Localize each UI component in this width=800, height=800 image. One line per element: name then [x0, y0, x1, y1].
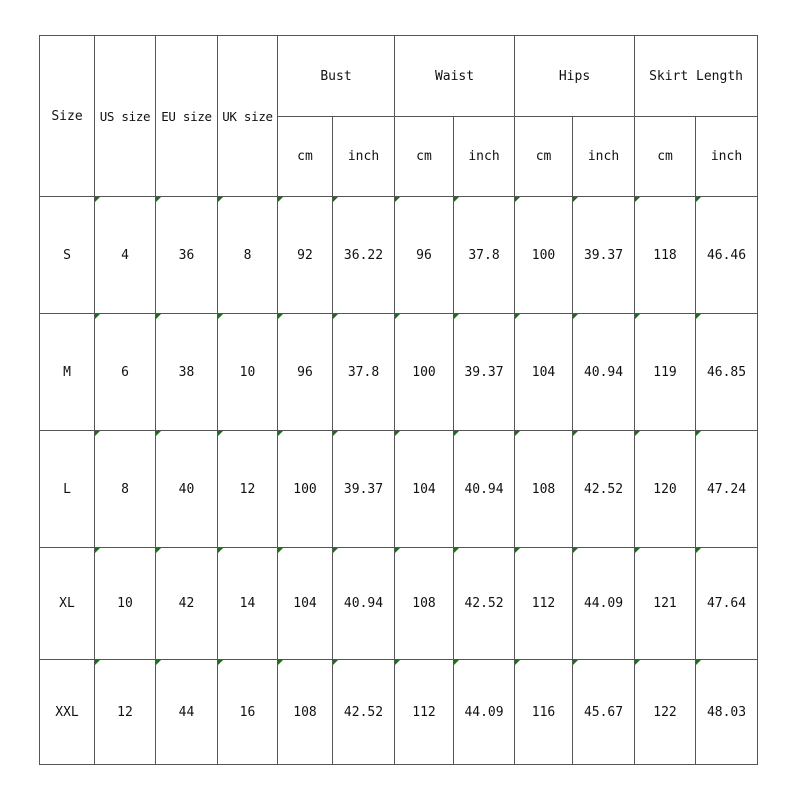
table-cell: 120 [635, 431, 696, 548]
table-cell: 47.24 [696, 431, 758, 548]
table-cell: 108 [278, 660, 333, 765]
table-cell: 42 [156, 548, 218, 660]
table-cell: 48.03 [696, 660, 758, 765]
table-cell: 44.09 [454, 660, 515, 765]
table-cell: 100 [395, 314, 454, 431]
size-cell: M [40, 314, 95, 431]
table-cell: 96 [278, 314, 333, 431]
table-row [40, 660, 758, 765]
size-chart-table [39, 35, 758, 765]
table-row [40, 314, 758, 431]
table-cell: 46.85 [696, 314, 758, 431]
table-cell: 14 [218, 548, 278, 660]
table-row [40, 197, 758, 314]
unit-header: inch [696, 117, 758, 197]
bust-header: Bust [278, 36, 395, 117]
table-cell: 100 [515, 197, 573, 314]
hips-header: Hips [515, 36, 635, 117]
size-header: Size [40, 36, 95, 197]
table-cell: 39.37 [333, 431, 395, 548]
table-row [40, 548, 758, 660]
unit-header: cm [515, 117, 573, 197]
table-cell: 37.8 [454, 197, 515, 314]
table-cell: 108 [395, 548, 454, 660]
table-cell: 108 [515, 431, 573, 548]
table-cell: 40.94 [573, 314, 635, 431]
table-cell: 10 [95, 548, 156, 660]
unit-header: cm [635, 117, 696, 197]
table-cell: 92 [278, 197, 333, 314]
table-cell: 8 [218, 197, 278, 314]
unit-header: cm [278, 117, 333, 197]
table-cell: 104 [515, 314, 573, 431]
table-cell: 112 [395, 660, 454, 765]
uk-size-header: UK size [218, 36, 278, 197]
table-cell: 116 [515, 660, 573, 765]
table-cell: 4 [95, 197, 156, 314]
table-cell: 47.64 [696, 548, 758, 660]
table-cell: 40.94 [333, 548, 395, 660]
size-cell: S [40, 197, 95, 314]
table-cell: 6 [95, 314, 156, 431]
skirt-length-header: Skirt Length [635, 36, 758, 117]
size-cell: XXL [40, 660, 95, 765]
unit-header: inch [333, 117, 395, 197]
table-cell: 40 [156, 431, 218, 548]
eu-size-header: EU size [156, 36, 218, 197]
table-cell: 38 [156, 314, 218, 431]
table-cell: 118 [635, 197, 696, 314]
unit-header: inch [573, 117, 635, 197]
unit-header: cm [395, 117, 454, 197]
header-row [40, 36, 758, 117]
table-cell: 8 [95, 431, 156, 548]
table-cell: 39.37 [454, 314, 515, 431]
table-cell: 44 [156, 660, 218, 765]
table-cell: 112 [515, 548, 573, 660]
table-cell: 121 [635, 548, 696, 660]
size-cell: L [40, 431, 95, 548]
waist-header: Waist [395, 36, 515, 117]
table-cell: 36 [156, 197, 218, 314]
table-cell: 42.52 [454, 548, 515, 660]
table-cell: 122 [635, 660, 696, 765]
table-cell: 12 [95, 660, 156, 765]
table-cell: 10 [218, 314, 278, 431]
unit-header: inch [454, 117, 515, 197]
size-cell: XL [40, 548, 95, 660]
table-cell: 96 [395, 197, 454, 314]
table-cell: 44.09 [573, 548, 635, 660]
table-cell: 39.37 [573, 197, 635, 314]
table-cell: 46.46 [696, 197, 758, 314]
table-cell: 40.94 [454, 431, 515, 548]
table-cell: 42.52 [333, 660, 395, 765]
table-cell: 119 [635, 314, 696, 431]
table-cell: 42.52 [573, 431, 635, 548]
table-cell: 104 [395, 431, 454, 548]
us-size-header: US size [95, 36, 156, 197]
table-cell: 12 [218, 431, 278, 548]
table-cell: 37.8 [333, 314, 395, 431]
table-row [40, 431, 758, 548]
table-cell: 36.22 [333, 197, 395, 314]
table-cell: 45.67 [573, 660, 635, 765]
table-cell: 100 [278, 431, 333, 548]
table-cell: 104 [278, 548, 333, 660]
table-cell: 16 [218, 660, 278, 765]
